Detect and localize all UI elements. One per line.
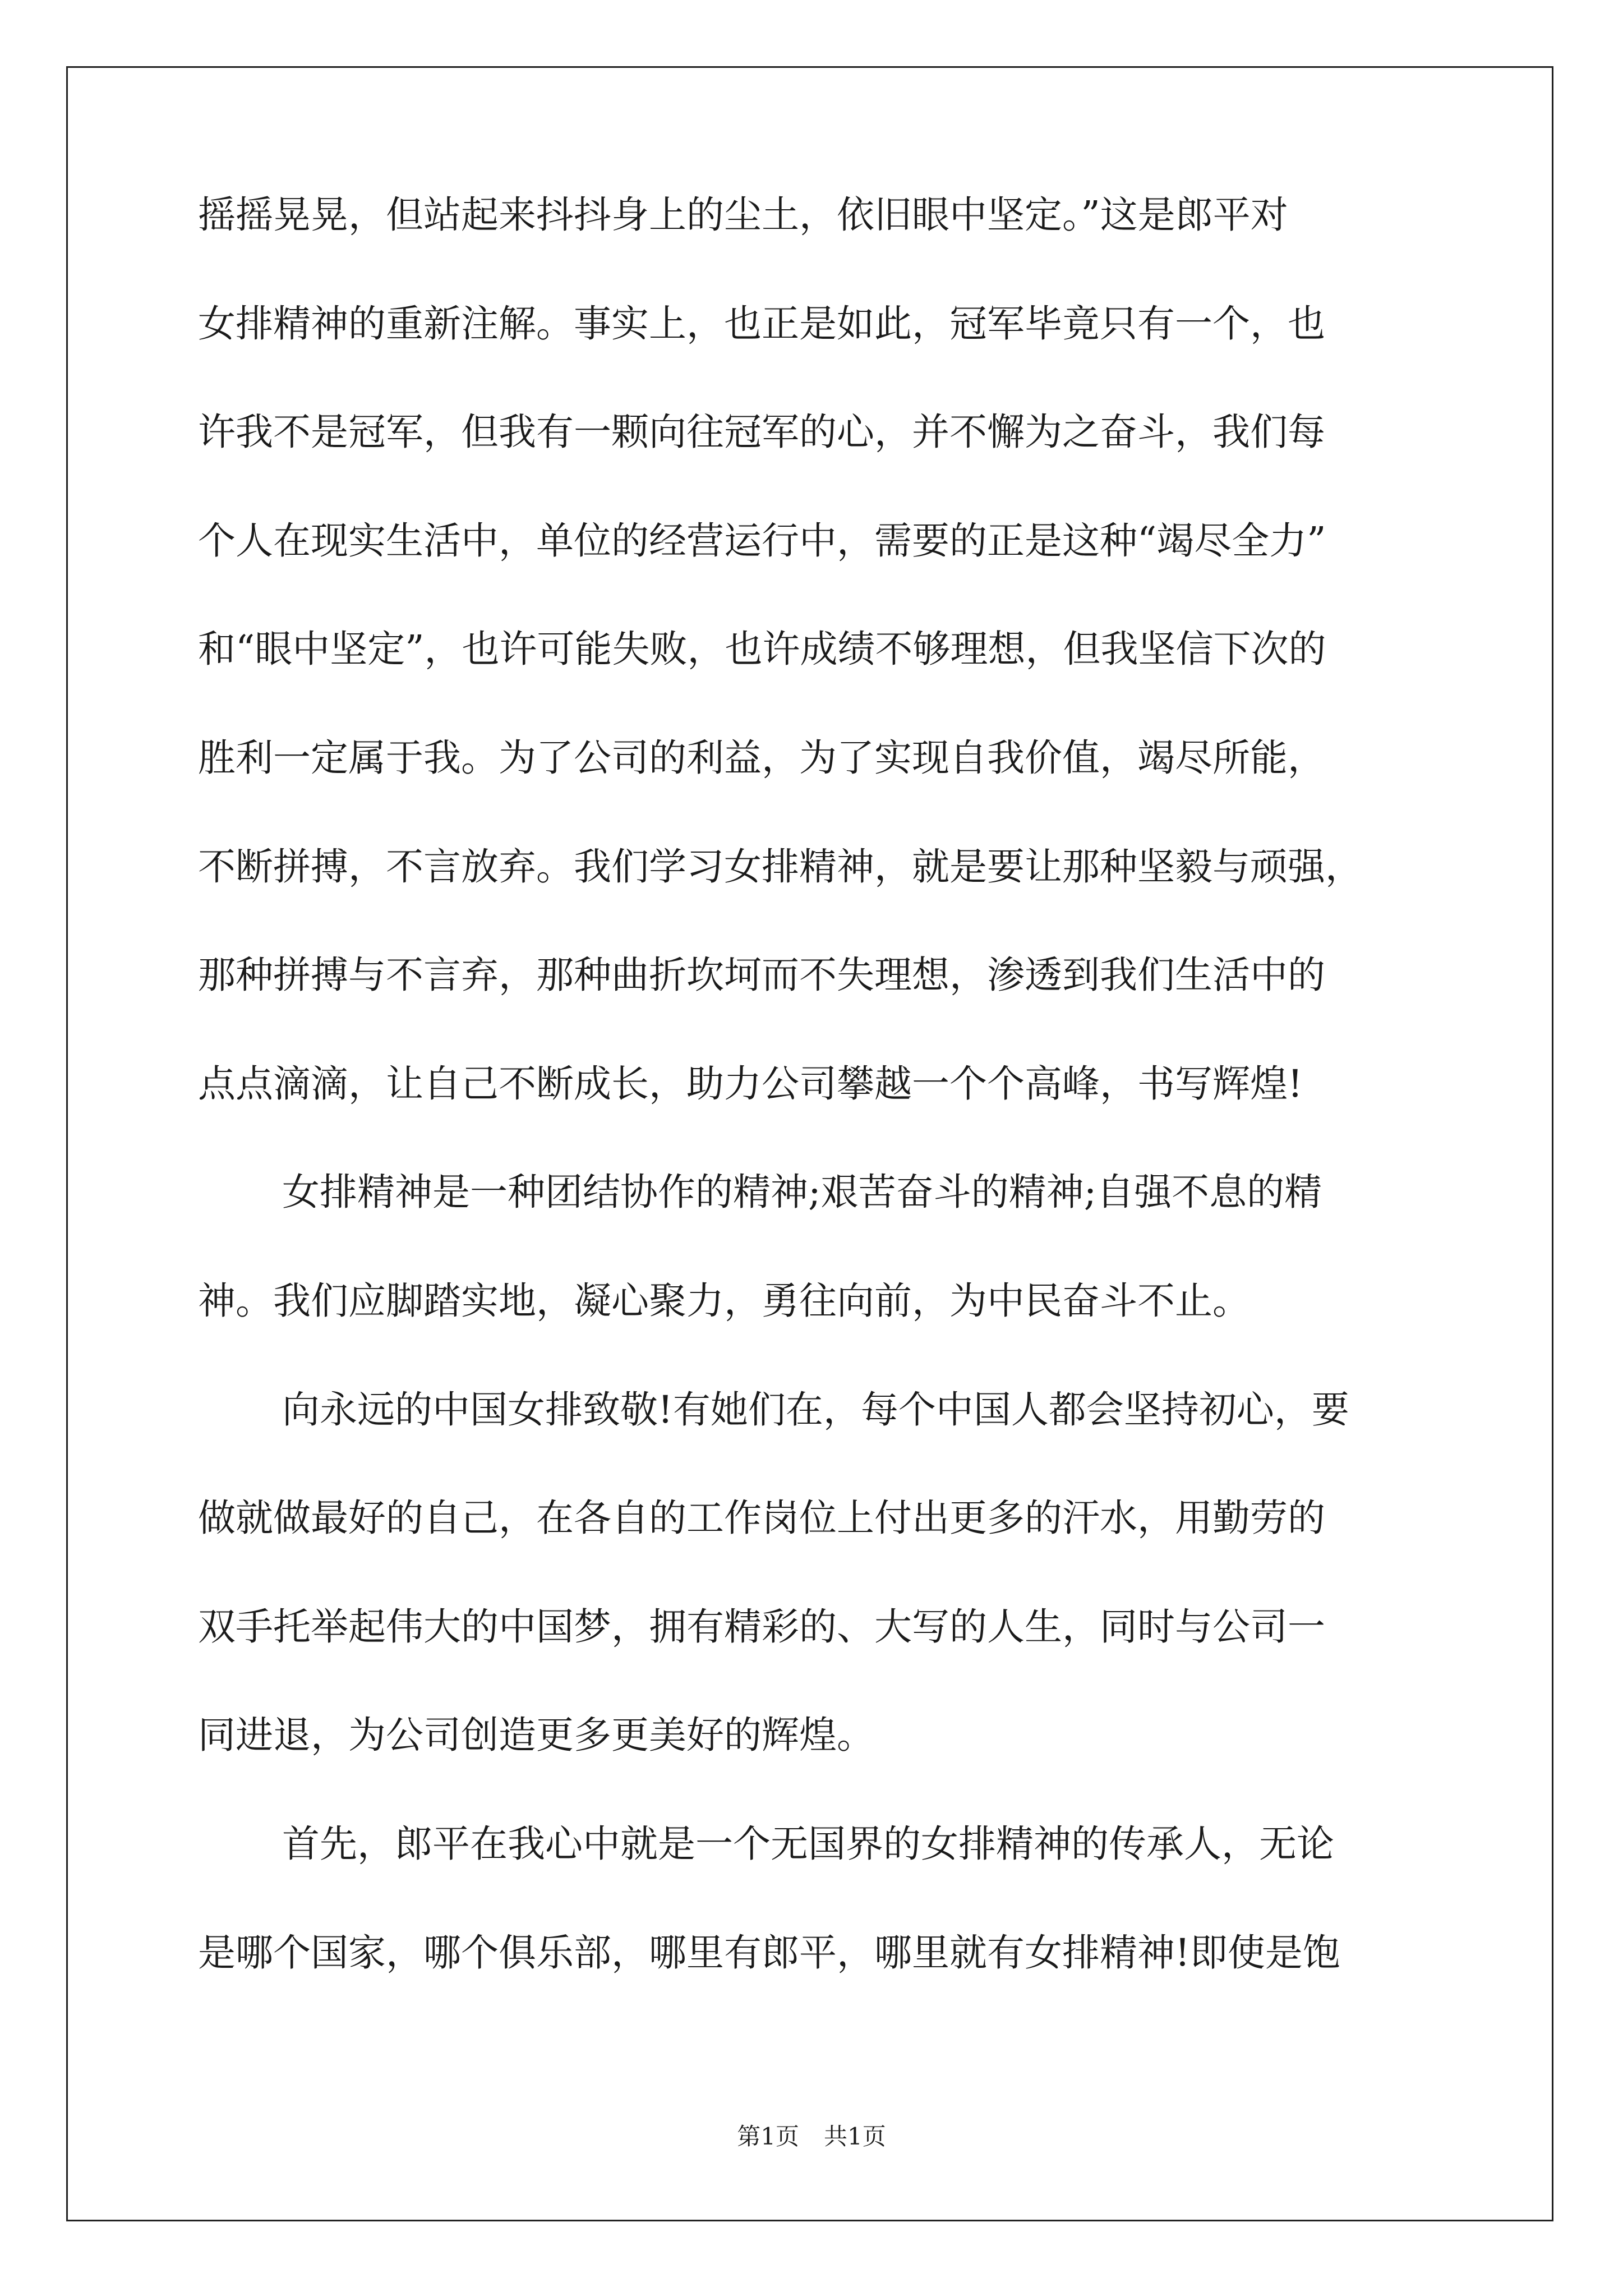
text-line-6: 胜利一定属于我。为了公司的利益，为了实现自我价值，竭尽所能，	[198, 735, 1325, 780]
text-line-3: 许我不是冠军，但我有一颗向往冠军的心，并不懈为之奋斗，我们每	[198, 410, 1325, 454]
document-body	[198, 193, 1426, 2042]
page-footer	[0, 2125, 1623, 2148]
text-line-17: 是哪个国家，哪个俱乐部，哪里有郎平，哪里就有女排精神!即使是饱	[198, 1930, 1340, 1975]
text-line-1: 摇摇晃晃，但站起来抖抖身上的尘土，依旧眼中坚定。”这是郎平对	[198, 193, 1288, 237]
text-line-15: 同进退，为公司创造更多更美好的辉煌。	[198, 1713, 874, 1757]
text-line-11: 神。我们应脚踏实地，凝心聚力，勇往向前，为中民奋斗不止。	[198, 1278, 1250, 1323]
text-line-14: 双手托举起伟大的中国梦，拥有精彩的、大写的人生，同时与公司一	[198, 1604, 1325, 1649]
text-line-13: 做就做最好的自己，在各自的工作岗位上付出更多的汗水，用勤劳的	[198, 1496, 1325, 1540]
text-line-8: 那种拼搏与不言弃，那种曲折坎坷而不失理想，渗透到我们生活中的	[198, 953, 1325, 997]
text-line-9: 点点滴滴，让自己不断成长，助力公司攀越一个个高峰，书写辉煌!	[198, 1061, 1303, 1106]
text-line-16: 首先，郎平在我心中就是一个无国界的女排精神的传承人，无论	[282, 1821, 1334, 1866]
page-number-total: 共1页	[824, 2123, 886, 2150]
text-line-2: 女排精神的重新注解。事实上，也正是如此，冠军毕竟只有一个，也	[198, 301, 1325, 346]
text-line-7: 不断拼搏，不言放弃。我们学习女排精神，就是要让那种坚毅与顽强，	[198, 844, 1363, 889]
text-line-5: 和“眼中坚定”，也许可能失败，也许成绩不够理想，但我坚信下次的	[198, 627, 1326, 671]
text-line-10: 女排精神是一种团结协作的精神;艰苦奋斗的精神;自强不息的精	[282, 1170, 1322, 1214]
text-line-12: 向永远的中国女排致敬!有她们在，每个中国人都会坚持初心，要	[282, 1387, 1349, 1432]
text-line-4: 个人在现实生活中，单位的经营运行中，需要的正是这种“竭尽全力”	[198, 518, 1326, 563]
page-number-current: 第1页	[737, 2123, 799, 2150]
